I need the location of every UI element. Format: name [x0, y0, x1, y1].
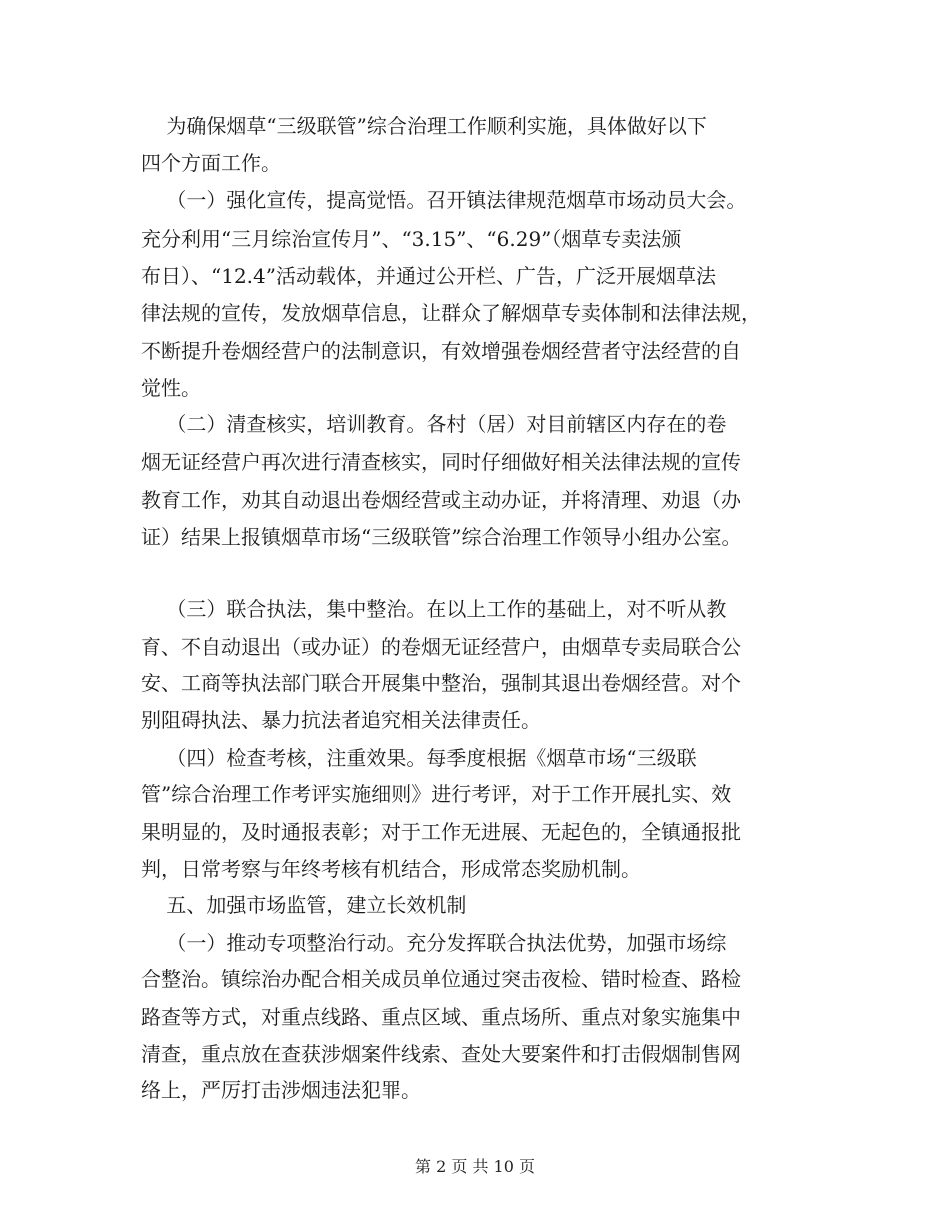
text-line: 为确保烟草“三级联管”综合治理工作顺利实施，具体做好以下	[141, 114, 707, 138]
text-line: 烟无证经营户再次进行清查核实，同时仔细做好相关法律法规的宣传	[141, 450, 741, 474]
text-line: 果明显的，及时通报表彰；对于工作无进展、无起色的，全镇通报批	[141, 820, 741, 844]
section-heading: 五、加强市场监管，建立长效机制	[141, 893, 467, 917]
text-line: 教育工作，劝其自动退出卷烟经营或主动办证，并将清理、劝退（办	[141, 488, 741, 512]
text-line: 别阻碍执法、暴力抗法者追究相关法律责任。	[141, 708, 541, 732]
text-line: 不断提升卷烟经营户的法制意识，有效增强卷烟经营者守法经营的自	[141, 339, 741, 363]
text-line: 布日）、“12.4”活动载体，并通过公开栏、广告，广泛开展烟草法	[141, 264, 716, 288]
text-line: 安、工商等执法部门联合开展集中整治，强制其退出卷烟经营。对个	[141, 671, 741, 695]
text-line: 清查，重点放在查获涉烟案件线索、查处大要案件和打击假烟制售网	[141, 1042, 741, 1066]
text-line: 四个方面工作。	[141, 151, 281, 175]
text-line: 合整治。镇综治办配合相关成员单位通过突击夜检、错时检查、路检	[141, 967, 741, 991]
text-line: （二）清查核实，培训教育。各村（居）对目前辖区内存在的卷	[141, 412, 727, 436]
text-line: 律法规的宣传，发放烟草信息，让群众了解烟草专卖体制和法律法规，	[141, 301, 761, 325]
text-line: 觉性。	[141, 376, 201, 400]
text-line: 络上，严厉打击涉烟违法犯罪。	[141, 1078, 421, 1102]
text-line: 判，日常考察与年终考核有机结合，形成常态奖励机制。	[141, 857, 641, 881]
text-line: 路查等方式，对重点线路、重点区域、重点场所、重点对象实施集中	[141, 1005, 741, 1029]
text-line: （四）检查考核，注重效果。每季度根据《烟草市场“三级联	[141, 746, 697, 770]
text-line: （一）推动专项整治行动。充分发挥联合执法优势，加强市场综	[141, 931, 727, 955]
text-line: 充分利用“三月综治宣传月”、“3.15”、“6.29”（烟草专卖法颁	[141, 227, 682, 251]
text-line: （一）强化宣传，提高觉悟。召开镇法律规范烟草市场动员大会。	[141, 188, 747, 212]
page-number-footer: 第 2 页 共 10 页	[415, 1157, 535, 1176]
text-line: 管”综合治理工作考评实施细则》进行考评，对于工作开展扎实、效	[141, 782, 732, 806]
text-line: 证）结果上报镇烟草市场“三级联管”综合治理工作领导小组办公室。	[141, 525, 742, 549]
text-line: 育、不自动退出（或办证）的卷烟无证经营户，由烟草专卖局联合公	[141, 635, 741, 659]
text-line: （三）联合执法，集中整治。在以上工作的基础上，对不听从教	[141, 597, 727, 621]
